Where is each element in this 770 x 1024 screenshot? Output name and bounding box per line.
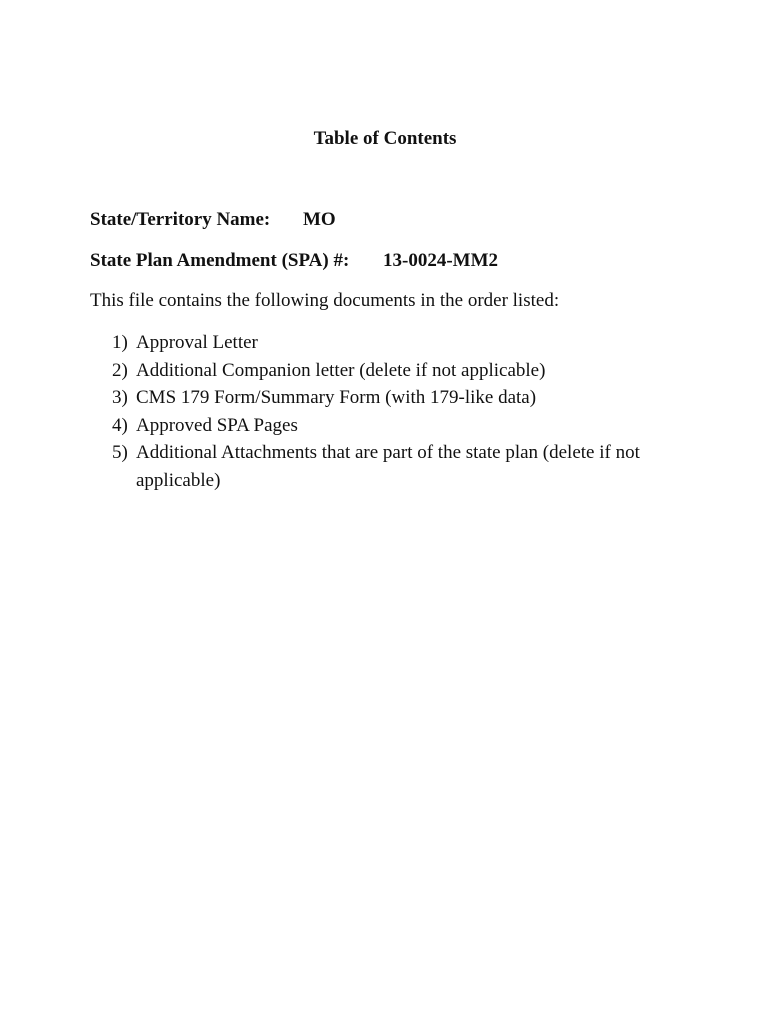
state-territory-value: MO (303, 209, 336, 230)
list-item (112, 329, 712, 357)
list-item (112, 439, 712, 494)
list-item-number: 1) (112, 332, 128, 353)
list-item (112, 384, 712, 412)
list-item-number: 2) (112, 359, 128, 381)
list-item-number: 4) (112, 414, 128, 436)
list-item-text: Additional Companion letter (delete if not applicable) (136, 359, 546, 381)
page-title: Table of Contents (313, 128, 457, 149)
intro-text: This file contains the following documents in the order listed: (90, 290, 560, 311)
list-item-number: 5) (112, 442, 128, 463)
document-list (112, 329, 712, 494)
list-item-text: Additional Attachments that are part of the state plan (delete if not applicable) (136, 442, 640, 491)
list-item (112, 357, 712, 385)
list-item-text: Approval Letter (136, 332, 258, 353)
state-territory-row (90, 208, 336, 232)
spa-number-value: 13-0024-MM2 (383, 250, 499, 271)
list-item-number: 3) (112, 387, 128, 408)
spa-number-row (90, 249, 498, 273)
state-territory-label: State/Territory Name: (90, 209, 271, 230)
list-item-text: CMS 179 Form/Summary Form (with 179-like data) (136, 387, 537, 408)
list-item (112, 412, 712, 440)
list-item-text: Approved SPA Pages (136, 414, 298, 436)
spa-number-label: State Plan Amendment (SPA) #: (90, 250, 350, 271)
